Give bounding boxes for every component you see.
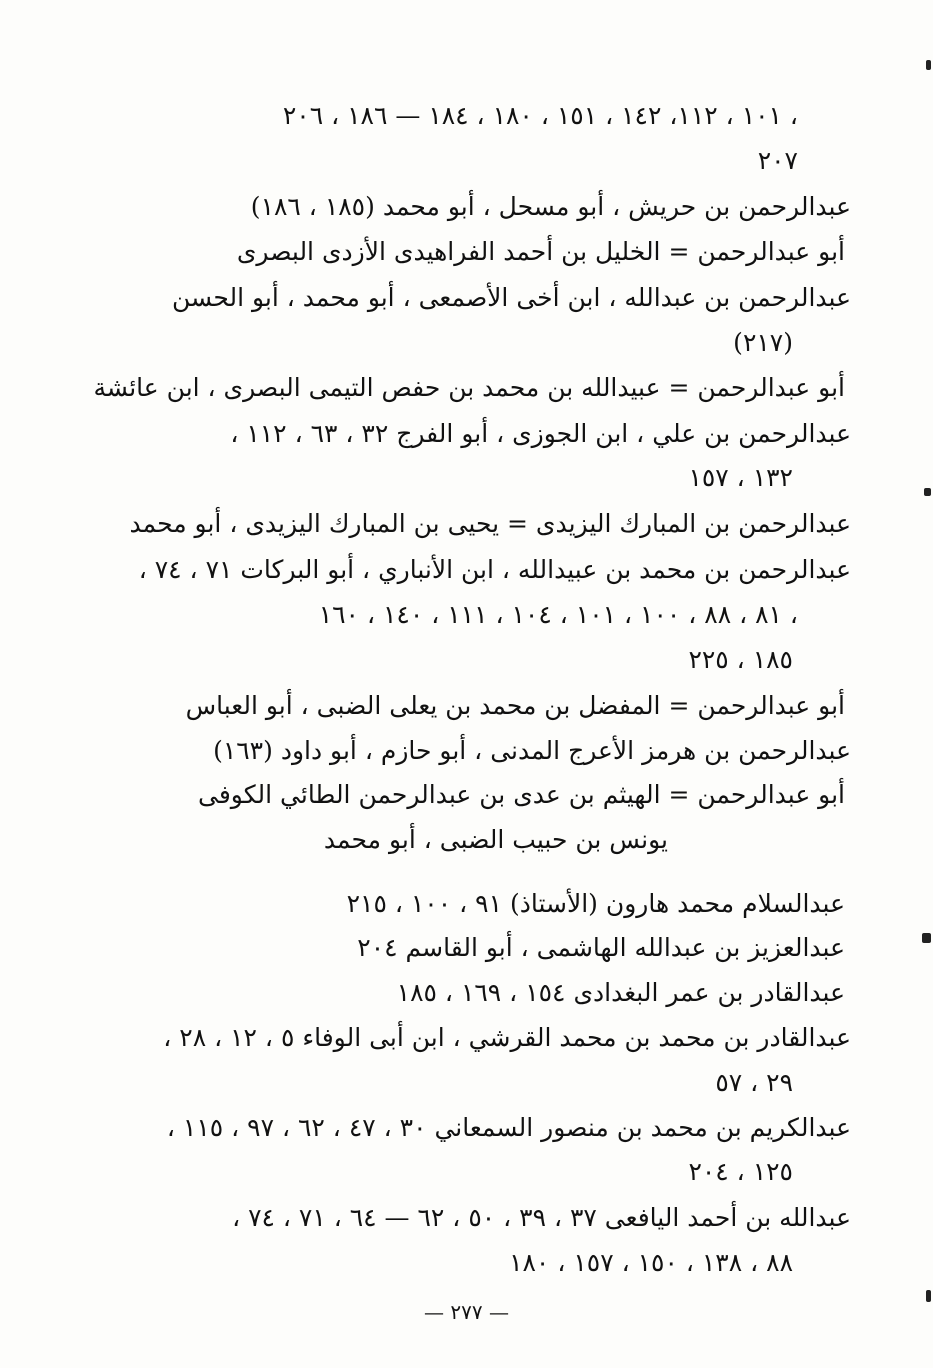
index-line: أبو عبدالرحمن = المفضل بن محمد بن يعلى الضبى ، أبو العباس — [185, 691, 845, 720]
index-line: عبدالسلام محمد هارون (الأستاذ) ٩١ ، ١٠٠ ، ٢١٥ — [346, 889, 845, 918]
index-line: عبدالقادر بن محمد بن محمد القرشي ، ابن أبى الوفاء ٥ ، ١٢ ، ٢٨ ، — [163, 1023, 851, 1052]
scan-mark — [926, 60, 931, 70]
index-line: ١٣٢ ، ١٥٧ — [688, 463, 793, 492]
index-line: عبدالرحمن بن حريش ، أبو مسحل ، أبو محمد (١٨٥ ، ١٨٦) — [250, 192, 851, 221]
index-line: ١٠١ ، ١١٢، ١٤٢ ، ١٥١ ، ١٨٠ ، ١٨٤ — ١٨٦ ، ٢٠٦ ، — [282, 101, 798, 130]
index-line: ١٢٥ ، ٢٠٤ — [688, 1157, 793, 1186]
index-line: ٢٩ ، ٥٧ — [715, 1068, 793, 1097]
scan-mark — [924, 488, 931, 496]
index-line: أبو عبدالرحمن = الهيثم بن عدى بن عبدالرحمن الطائي الكوفى — [198, 780, 845, 809]
index-line: عبدالرحمن بن هرمز الأعرج المدنى ، أبو حازم ، أبو داود (١٦٣) — [213, 736, 851, 765]
page-number: — ٢٧٧ — — [424, 1300, 509, 1324]
index-line: عبدالرحمن بن علي ، ابن الجوزى ، أبو الفرج ٣٢ ، ٦٣ ، ١١٢ ، — [230, 419, 851, 448]
index-line: عبدالعزيز بن عبدالله الهاشمى ، أبو القاسم ٢٠٤ — [357, 933, 845, 962]
index-line: عبدالكريم بن محمد بن منصور السمعاني ٣٠ ، ٤٧ ، ٦٢ ، ٩٧ ، ١١٥ ، — [166, 1113, 851, 1142]
index-line: عبدالرحمن بن محمد بن عبيدالله ، ابن الأنباري ، أبو البركات ٧١ ، ٧٤ ، — [138, 555, 851, 584]
index-line: ٨٨ ، ١٣٨ ، ١٥٠ ، ١٥٧ ، ١٨٠ — [509, 1248, 793, 1277]
index-line: يونس بن حبيب الضبى ، أبو محمد — [323, 825, 668, 854]
index-line: ٨١ ، ٨٨ ، ١٠٠ ، ١٠١ ، ١٠٤ ، ١١١ ، ١٤٠ ، ١٦٠ ، — [318, 600, 798, 629]
index-line: عبدالقادر بن عمر البغدادى ١٥٤ ، ١٦٩ ، ١٨٥ — [396, 978, 845, 1007]
scan-mark — [926, 1290, 931, 1302]
index-line: أبو عبدالرحمن = الخليل بن أحمد الفراهيدى الأزدى البصرى — [236, 237, 845, 266]
index-line: أبو عبدالرحمن = عبيدالله بن محمد بن حفص التيمى البصرى ، ابن عائشة — [93, 373, 845, 402]
index-line: ٢٠٧ — [757, 146, 798, 175]
scan-mark — [922, 933, 931, 943]
index-line: (٢١٧) — [733, 328, 793, 357]
index-line: عبدالرحمن بن عبدالله ، ابن أخى الأصمعى ، أبو محمد ، أبو الحسن — [172, 283, 851, 312]
index-line: عبدالله بن أحمد اليافعى ٣٧ ، ٣٩ ، ٥٠ ، ٦٢ — ٦٤ ، ٧١ ، ٧٤ ، — [232, 1203, 851, 1232]
index-line: عبدالرحمن بن المبارك اليزيدى = يحيى بن المبارك اليزيدى ، أبو محمد — [129, 509, 851, 538]
index-line: ١٨٥ ، ٢٢٥ — [688, 645, 793, 674]
